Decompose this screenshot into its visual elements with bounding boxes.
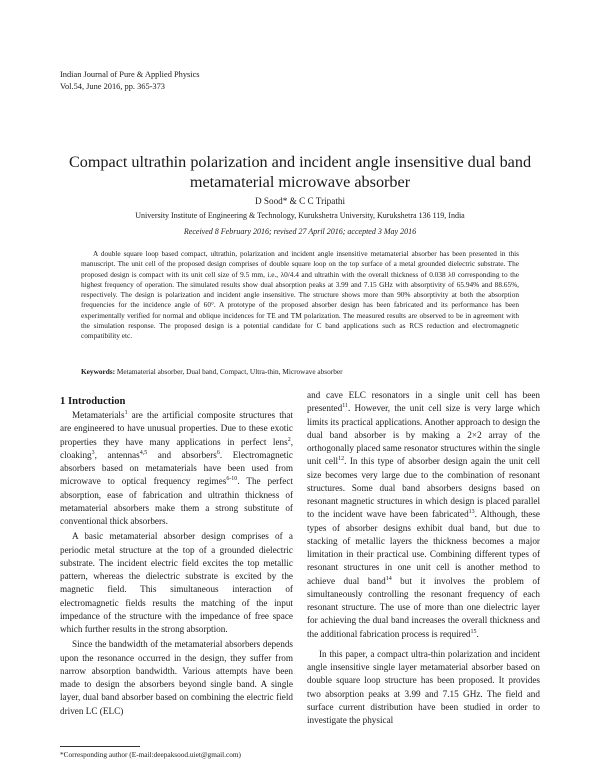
citation: 14 bbox=[385, 575, 392, 582]
abstract: A double square loop based compact, ultrathin, polarization and incident angle insensitive metamaterial absorber has been presented in this manuscript. The unit cell of the proposed design comprises of double square loop on the top surface of a metal grounded dielectric substrate. The proposed design is compact with its unit cell size of 9.5 mm, i.e., λ0/4.4 and ultrathin with the overall thickness of 0.038 λ0 corresponding to the highest frequency of operation. The simulated results show dual absorption peaks at 3.99 and 7.15 GHz with absorptivity of 65.94% and 88.65%, respectively. The design is polarization and incident angle insensitive. The structure shows more than 90% absorptivity at both the absorption frequencies for the incidence angle of 60°. A prototype of the proposed absorber design has been fabricated and its performance has been experimentally verified for normal and oblique incidences for TE and TM polarization. The measured results are observed to be in agreement with the simulation response. The proposed design is a potential candidate for C band applications such as RCS reduction and electromagnetic compatibility etc. bbox=[81, 249, 519, 341]
right-column bbox=[307, 389, 540, 727]
citation: 13 bbox=[468, 509, 475, 516]
paper-title: Compact ultrathin polarization and incident angle insensitive dual band metamaterial microwave absorber bbox=[68, 153, 532, 191]
intro-paragraph-1: Metamaterials$^1$ are the artificial composite structures that are engineered to have unusual properties. Due to these exotic properties they have many applications in perfect lens$^2$, cloaking$^3$, antennas$^{4,5}$ and absorbers$^6$. Electromagnetic absorbers based on metamaterials have been used from microwave to optical frequency regimes$^{6-10}$. The perfect absorption, ease of fabrication and ultrathin thickness of metamaterial absorbers make them a strong substitute of conventional thick absorbers. bbox=[60, 409, 293, 526]
citation: 3 bbox=[91, 449, 95, 456]
citation: 6 bbox=[216, 449, 220, 456]
received-dates: Received 8 February 2016; revised 27 April 2016; accepted 3 May 2016 bbox=[183, 227, 417, 236]
corresponding-author-footnote: *Corresponding author (E-mail:deepaksood.uiet@gmail.com) bbox=[60, 750, 241, 759]
citation: 6-10 bbox=[226, 476, 238, 483]
keywords-text: Metamaterial absorber, Dual band, Compact, Ultra-thin, Microwave absorber bbox=[116, 367, 343, 376]
journal-volume: Vol.54, June 2016, pp. 365-373 bbox=[60, 81, 165, 91]
left-column bbox=[60, 395, 293, 718]
citation: 11 bbox=[342, 403, 348, 410]
section-heading-introduction: 1 Introduction bbox=[60, 396, 126, 407]
journal-header bbox=[60, 69, 200, 92]
intro-paragraph-3-continued: and cave ELC resonators in a single unit cell has been presented$^{11}$. However, the unit cell size is very large which limits its practical applications. Another approach to design the dual band absorber is by making a 2×2 array of the orthogonally placed same resonator structures within the single unit cell$^{12}$. In this type of absorber design again the unit cell size becomes very large due to the combination of resonant structures. Some dual band absorbers designs based on resonant magnetic structures in which design is placed parallel to the incident wave have been fabricated$^{13}$. Although, these types of absorber designs exhibit dual band, but due to stacking of metallic layers the thickness becomes a major limitation in their practical use. Combining different types of resonant structures in one unit cell is another method to achieve dual band$^{14}$ but it involves the problem of simultaneously controlling the resonant frequency of each resonant structure. The use of more than one dielectric layer for achieving the dual band increases the overall thickness and the additional fabrication process is required$^{15}$. bbox=[307, 390, 540, 639]
affiliation: University Institute of Engineering & Technology, Kurukshetra University, Kurukshetra 136 119, India bbox=[135, 211, 465, 220]
intro-paragraph-4: In this paper, a compact ultra-thin polarization and incident angle insensitive single layer metamaterial absorber based on double square loop structure has been proposed. It provides two absorption peaks at 3.99 and 7.15 GHz. The field and surface current distribution have been studied in order to investigate the physical bbox=[307, 648, 540, 725]
intro-paragraph-3: Since the bandwidth of the metamaterial absorbers depends upon the resonance occurred in the design, they suffer from narrow absorption bandwidth. Various attempts have been made to design the absorbers beyond single band. A single layer, dual band absorber based on combining the electric field driven LC (ELC) bbox=[60, 639, 293, 716]
keywords-label: Keywords: bbox=[81, 367, 116, 376]
citation: 1 bbox=[124, 409, 128, 416]
keywords bbox=[81, 367, 519, 376]
citation: 2 bbox=[287, 436, 291, 443]
citation: 15 bbox=[470, 628, 477, 635]
citation: 12 bbox=[338, 456, 345, 463]
footnote-divider bbox=[60, 746, 140, 747]
authors: D Sood* & C C Tripathi bbox=[254, 196, 346, 206]
journal-name: Indian Journal of Pure & Applied Physics bbox=[60, 70, 200, 79]
intro-paragraph-2: A basic metamaterial absorber design comprises of a periodic metal structure at the top of a grounded dielectric substrate. The incident electric field excites the top metallic pattern, whereas the dielectric substrate is excited by the magnetic field. This simultaneous interaction of electromagnetic fields results the matching of the input impedance of the structure with the impedance of free space which further results in the strong absorption. bbox=[60, 531, 293, 634]
citation: 4,5 bbox=[139, 449, 148, 456]
